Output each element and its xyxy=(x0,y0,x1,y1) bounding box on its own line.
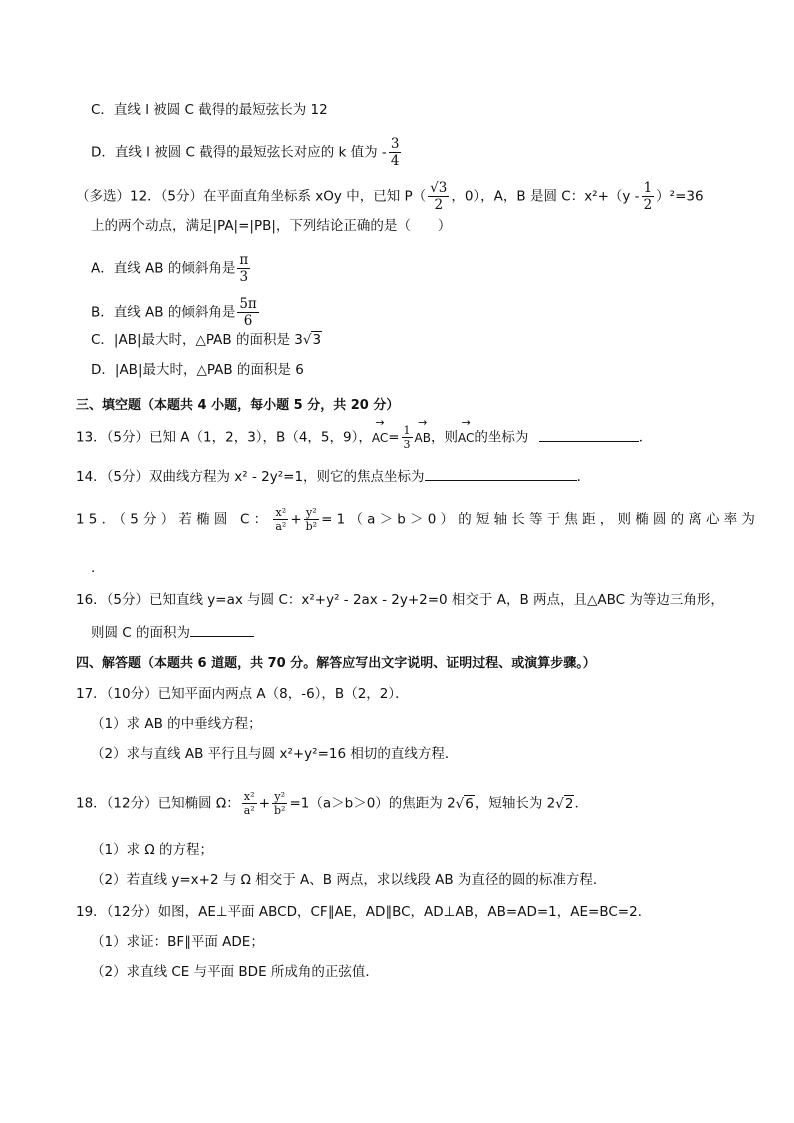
q12-option-c: C．|AB|最大时，△PAB 的面积是 3√3 xyxy=(91,332,322,348)
q15-end-dot: . xyxy=(91,560,96,576)
q18-part1: （1）求 Ω 的方程； xyxy=(91,842,213,858)
answer-blank xyxy=(190,622,254,637)
answer-blank xyxy=(425,466,577,481)
q12-option-a: A．直线 AB 的倾斜角是 $\frac{\pi}{3}$ xyxy=(91,252,249,285)
sqrt: √2 xyxy=(555,795,574,812)
q17-part2: （2）求与直线 AB 平行且与圆 x²+y²=16 相切的直线方程． xyxy=(91,746,459,762)
q19-stem: 19．（12分）如图，AE⊥平面 ABCD，CF∥AE，AD∥BC，AD⊥AB，AB=AD=1，AE=BC=2． xyxy=(76,904,652,920)
fraction: $\frac{\text{y²}}{\text{b²}}$ xyxy=(305,506,318,533)
fraction: $\frac{1}{3}$ xyxy=(403,424,411,451)
q13: 13．（5分）已知 A（1，2，3），B（4，5，9），→ AC= $\frac{1}{3}$ → AB，则→ AC的坐标为 ． xyxy=(76,424,652,451)
q12-stem-line2: 上的两个动点，满足|PA|=|PB|，下列结论正确的是（ ） xyxy=(91,218,452,234)
q17-stem: 17．（10分）已知平面内两点 A（8，-6），B（2，2）． xyxy=(76,686,409,702)
fraction: $\frac{3}{4}$ xyxy=(390,136,400,169)
fraction: $\frac{\text{x²}}{\text{a²}}$ xyxy=(243,790,255,817)
fraction: $\frac{√3}{2}$ xyxy=(430,180,448,213)
q19-part2: （2）求直线 CE 与平面 BDE 所成角的正弦值． xyxy=(91,964,379,980)
answer-blank xyxy=(539,427,639,442)
fraction: $\frac{1}{2}$ xyxy=(643,180,653,213)
sqrt: √6 xyxy=(455,795,474,812)
q16-line1: 16．（5分）已知直线 y=ax 与圆 C：x²+y² - 2ax - 2y+2=0 相交于 A，B 两点，且△ABC 为等边三角形， xyxy=(76,592,724,608)
section-4-heading: 四、解答题（本题共 6 道题，共 70 分。解答应写出文字说明、证明过程、或演算步骤。） xyxy=(76,656,596,671)
fraction: $\frac{\text{y²}}{\text{b²}}$ xyxy=(274,790,286,817)
q14: 14．（5分）双曲线方程为 x² - 2y²=1，则它的焦点坐标为 ． xyxy=(76,466,590,487)
q11-option-c: C．直线 l 被圆 C 截得的最短弦长为 12 xyxy=(91,102,328,118)
q15: 15．（5分）若椭圆 C： $\frac{\text{x²}}{\text{a²}}$ + $\frac{\text{y²}}{\text{b²}}$ =1（a＞b＞0）的短轴长等于焦距，则椭圆的离心率为 xyxy=(76,506,760,533)
q19-part1: （1）求证：BF∥平面 ADE； xyxy=(91,934,264,950)
q16-line2: 则圆 C 的面积为 xyxy=(91,622,254,643)
q11-option-d: D．直线 l 被圆 C 截得的最短弦长对应的 k 值为 - $\frac{3}{4}$ xyxy=(91,136,400,169)
q18-part2: （2）若直线 y=x+2 与 Ω 相交于 A、B 两点，求以线段 AB 为直径的圆的标准方程． xyxy=(91,872,607,888)
q12-option-d: D．|AB|最大时，△PAB 的面积是 6 xyxy=(91,362,304,378)
sqrt: √3 xyxy=(302,332,322,348)
q18-stem: 18．（12分）已知椭圆 Ω： $\frac{\text{x²}}{\text{a²}}$ + $\frac{\text{y²}}{\text{b²}}$ =1（a＞b＞0）的焦距为 2√6，短轴长为 2√2． xyxy=(76,790,588,817)
q12-stem: （多选）12．（5分）在平面直角坐标系 xOy 中，已知 P（ $\frac{√3}{2}$ ，0），A，B 是圆 C：x²+（y - $\frac{1}{2}$ ）²=36 xyxy=(76,180,704,213)
q17-part1: （1）求 AB 的中垂线方程； xyxy=(91,716,262,732)
fraction: $\frac{\text{x²}}{\text{a²}}$ xyxy=(275,506,287,533)
fraction: $\frac{\pi}{3}$ xyxy=(239,252,249,285)
fraction: $\frac{5\pi}{6}$ xyxy=(239,296,257,329)
section-3-heading: 三、填空题（本题共 4 小题，每小题 5 分，共 20 分） xyxy=(76,398,400,413)
q12-option-b: B．直线 AB 的倾斜角是 $\frac{5\pi}{6}$ xyxy=(91,296,257,329)
